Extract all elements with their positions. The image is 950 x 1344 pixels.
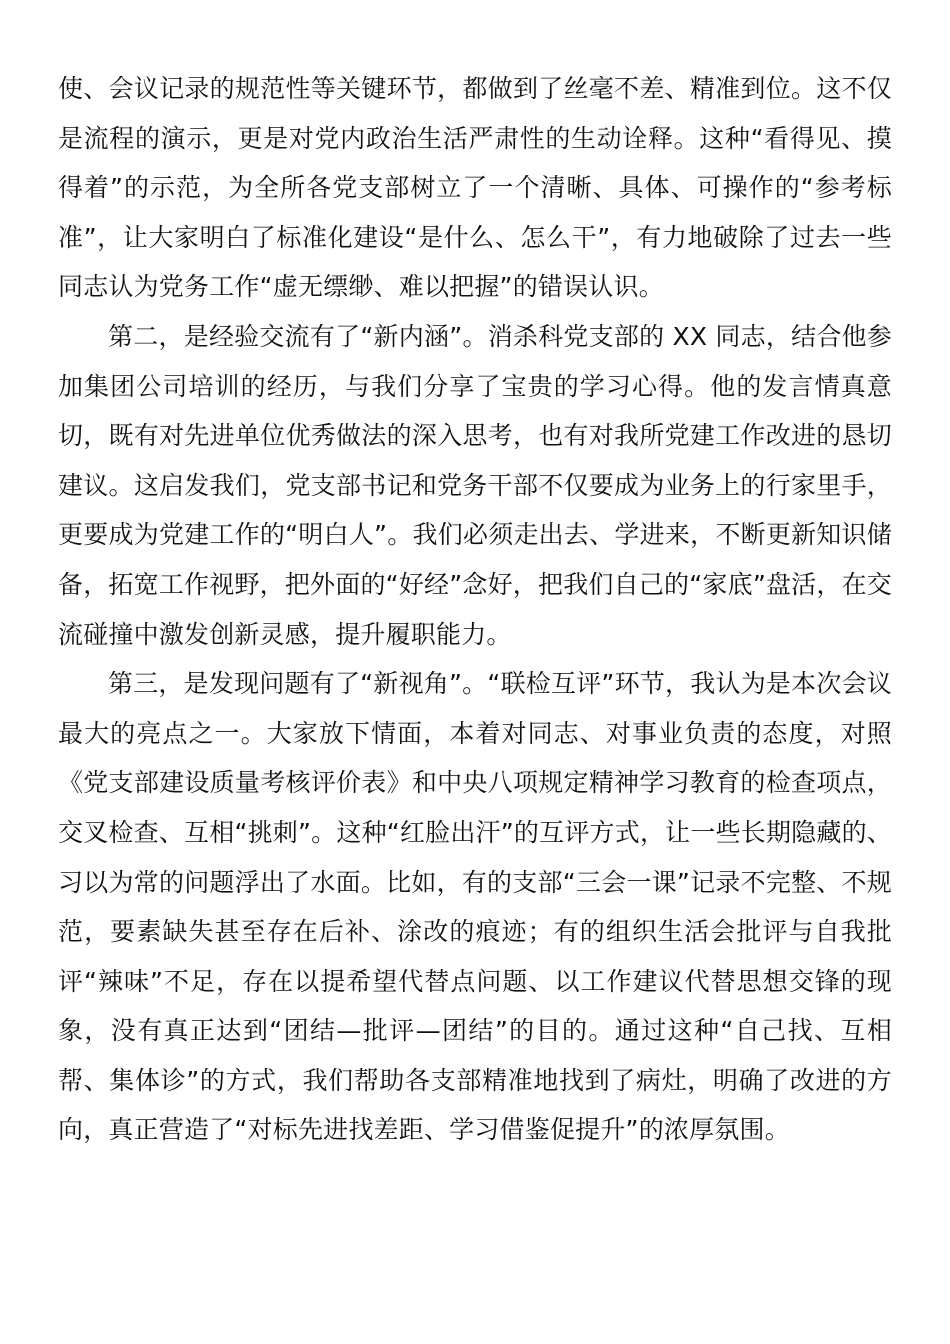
paragraph-continuation: 使、会议记录的规范性等关键环节，都做到了丝毫不差、精准到位。这不仅是流程的演示，更是对党内政治生活严肃性的生动诠释。这种“看得见、摸得着”的示范，为全所各党支部树立了一个清晰、具体、可操作的“参考标准”，让大家明白了标准化建设“是什么、怎么干”，有力地破除了过去一些同志认为党务工作“虚无缥缈、难以把握”的错误认识。 xyxy=(58,74,892,302)
paragraph-third-point: 第三，是发现问题有了“新视角”。“联检互评”环节，我认为是本次会议最大的亮点之一。大家放下情面，本着对同志、对事业负责的态度，对照《党支部建设质量考核评价表》和中央八项规定精神学习教育的检查项点，交叉检查、互相“挑刺”。这种“红脸出汗”的互评方式，让一些长期隐藏的、习以为常的问题浮出了水面。比如，有的支部“三会一课”记录不完整、不规范，要素缺失甚至存在后补、涂改的痕迹；有的组织生活会批评与自我批评“辣味”不足，存在以提希望代替点问题、以工作建议代替思想交锋的现象，没有真正达到“团结—批评—团结”的目的。通过这种“自己找、互相帮、集体诊”的方式，我们帮助各支部精准地找到了病灶，明确了改进的方向，真正营造了“对标先进找差距、学习借鉴促提升”的浓厚氛围。 xyxy=(58,669,892,1145)
document-body xyxy=(58,64,892,1155)
paragraph-second-point: 第二，是经验交流有了“新内涵”。消杀科党支部的 XX 同志，结合他参加集团公司培训的经历，与我们分享了宝贵的学习心得。他的发言情真意切，既有对先进单位优秀做法的深入思考，也有对我所党建工作改进的恳切建议。这启发我们，党支部书记和党务干部不仅要成为业务上的行家里手，更要成为党建工作的“明白人”。我们必须走出去、学进来，不断更新知识储备，拓宽工作视野，把外面的“好经”念好，把我们自己的“家底”盘活，在交流碰撞中激发创新灵感，提升履职能力。 xyxy=(58,321,892,649)
